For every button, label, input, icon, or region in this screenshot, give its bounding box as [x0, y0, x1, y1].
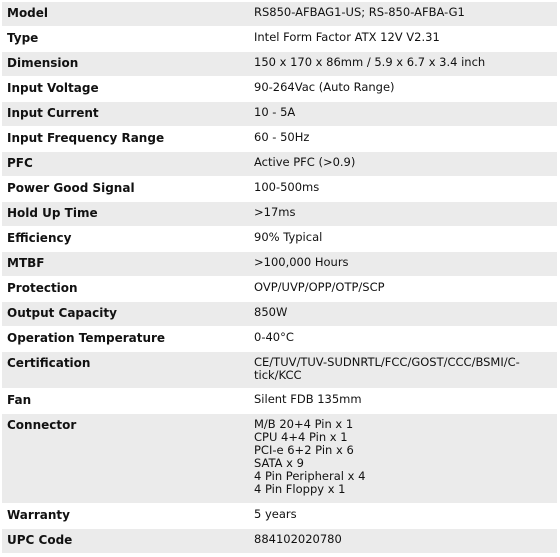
- spec-value: OVP/UVP/OPP/OTP/SCP: [254, 280, 385, 294]
- spec-value: Silent FDB 135mm: [254, 392, 362, 406]
- spec-value: 5 years: [254, 507, 297, 521]
- spec-row-pfc: [2, 152, 557, 177]
- spec-row-mtbf: [2, 252, 557, 277]
- spec-value: RS850-AFBAG1-US; RS-850-AFBA-G1: [254, 5, 465, 19]
- spec-label: Fan: [7, 393, 32, 407]
- spec-row-dimension: [2, 52, 557, 77]
- spec-label: Certification: [7, 356, 91, 370]
- spec-label: Efficiency: [7, 231, 72, 245]
- spec-row-type: [2, 27, 557, 52]
- spec-value: 90-264Vac (Auto Range): [254, 80, 395, 94]
- spec-row-input-current: [2, 102, 557, 127]
- spec-label: Input Current: [7, 106, 99, 120]
- spec-label: Warranty: [7, 508, 70, 522]
- spec-label: Input Voltage: [7, 81, 99, 95]
- spec-label: MTBF: [7, 256, 45, 270]
- spec-row-upc-code: [2, 529, 557, 554]
- spec-row-certification: [2, 352, 557, 389]
- spec-table: [2, 2, 557, 554]
- spec-label: Input Frequency Range: [7, 131, 165, 145]
- spec-row-efficiency: [2, 227, 557, 252]
- spec-value: 60 - 50Hz: [254, 130, 310, 144]
- spec-value: 90% Typical: [254, 230, 323, 244]
- spec-value: 850W: [254, 305, 288, 319]
- spec-value: 10 - 5A: [254, 105, 296, 119]
- spec-row-input-frequency-range: [2, 127, 557, 152]
- spec-row-hold-up-time: [2, 202, 557, 227]
- spec-label: Protection: [7, 281, 78, 295]
- spec-value: CE/TUV/TUV-SUDNRTL/FCC/GOST/CCC/BSMI/C- tick/KCC: [254, 355, 520, 382]
- spec-label: Hold Up Time: [7, 206, 98, 220]
- spec-label: Type: [7, 31, 39, 45]
- spec-row-protection: [2, 277, 557, 302]
- spec-label: Dimension: [7, 56, 79, 70]
- spec-value: 884102020780: [254, 532, 342, 546]
- spec-value: 0-40°C: [254, 330, 294, 344]
- spec-value: >17ms: [254, 205, 296, 219]
- spec-label: Model: [7, 6, 49, 20]
- spec-value: 150 x 170 x 86mm / 5.9 x 6.7 x 3.4 inch: [254, 55, 486, 69]
- spec-label: PFC: [7, 156, 33, 170]
- spec-label: Operation Temperature: [7, 331, 166, 345]
- spec-value: 100-500ms: [254, 180, 320, 194]
- spec-row-warranty: [2, 504, 557, 529]
- spec-label: Connector: [7, 418, 77, 432]
- spec-row-power-good-signal: [2, 177, 557, 202]
- spec-value: Intel Form Factor ATX 12V V2.31: [254, 30, 440, 44]
- spec-row-input-voltage: [2, 77, 557, 102]
- spec-label: Output Capacity: [7, 306, 117, 320]
- spec-value: Active PFC (>0.9): [254, 155, 356, 169]
- spec-value: M/B 20+4 Pin x 1 CPU 4+4 Pin x 1 PCI-e 6+2 Pin x 6 SATA x 9 4 Pin Peripheral x 4 4 Pin Floppy x 1: [254, 417, 366, 496]
- spec-row-connector: [2, 414, 557, 504]
- spec-value: >100,000 Hours: [254, 255, 349, 269]
- spec-label: UPC Code: [7, 533, 73, 547]
- spec-row-model: [2, 2, 557, 27]
- spec-row-output-capacity: [2, 302, 557, 327]
- spec-row-operation-temperature: [2, 327, 557, 352]
- spec-row-fan: [2, 389, 557, 414]
- spec-label: Power Good Signal: [7, 181, 135, 195]
